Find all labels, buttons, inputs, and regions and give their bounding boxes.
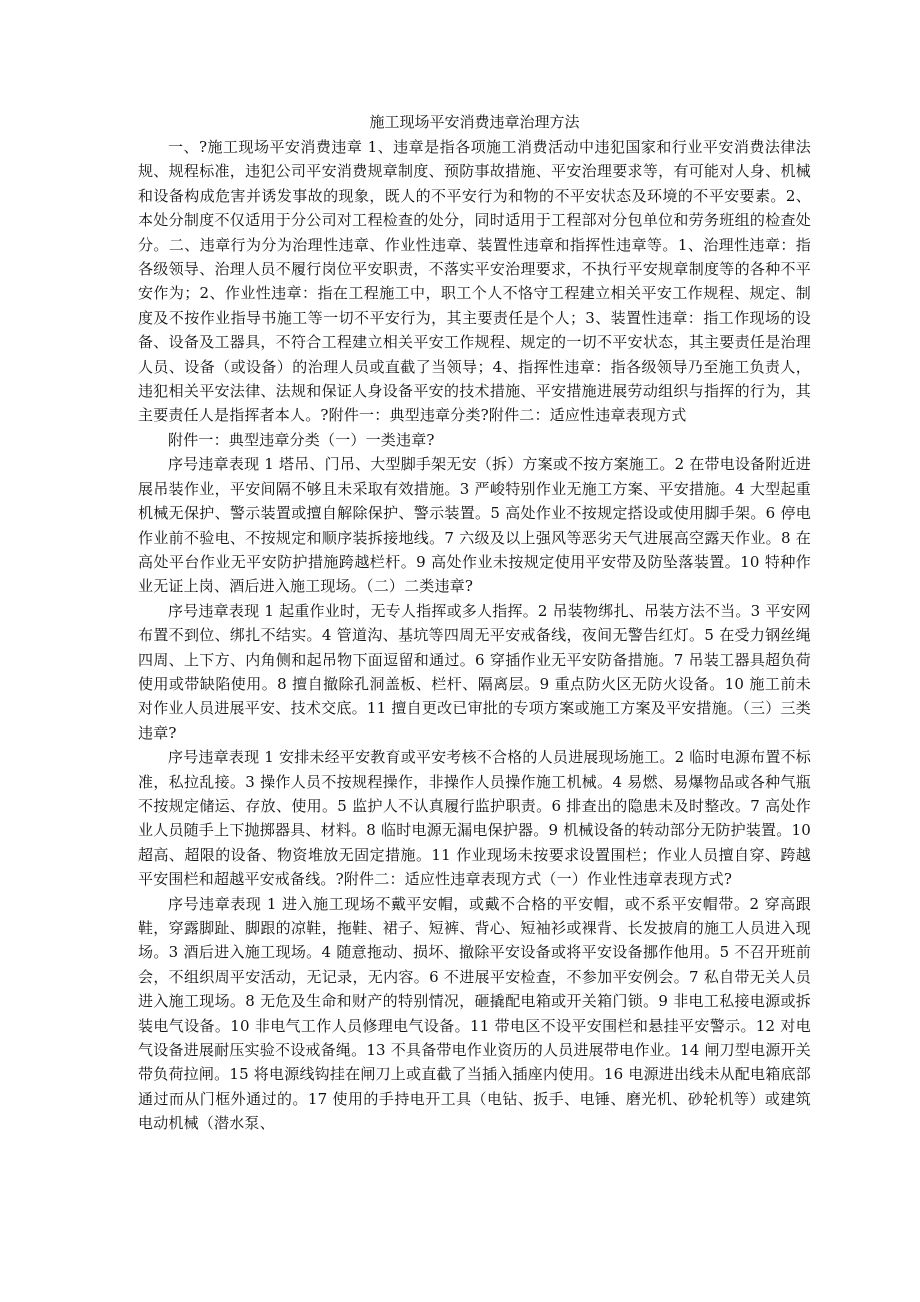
paragraph-class-two-violations: 序号违章表现 1 起重作业时，无专人指挥或多人指挥。2 吊装物绑扎、吊装方法不当。3 平安网布置不到位、绑扎不结实。4 管道沟、基坑等四周无平安戒备线，夜间无警告红灯。5 在受力钢丝绳四周、上下方、内角侧和起吊物下面逗留和通过。6 穿插作业无平安防备措施。7 吊装工器具超负荷使用或带缺陷使用。8 擅自撤除孔洞盖板、栏杆、隔离层。9 重点防火区无防火设备。10 施工前未对作业人员进展平安、技术交底。11 擅自更改已审批的专项方案或施工方案及平安措施。（三）三类违章? xyxy=(138,601,811,742)
paragraph-class-one-violations: 序号违章表现 1 塔吊、门吊、大型脚手架无安（拆）方案或不按方案施工。2 在带电设备附近进展吊装作业，平安间隔不够且未采取有效措施。3 严峻特别作业无施工方案、平安措施。4 大型起重机械无保护、警示装置或擅自解除保护、警示装置。5 高处作业不按规定搭设或使用脚手架。6 停电作业前不验电、不按规定和顺序装拆接地线。7 六级及以上强风等恶劣天气进展高空露天作业。8 在高处平台作业无平安防护措施跨越栏杆。9 高处作业未按规定使用平安带及防坠落装置。10 特种作业无证上岗、酒后进入施工现场。（二）二类违章? xyxy=(138,455,811,596)
paragraph-intro: 一、?施工现场平安消费违章 1、违章是指各项施工消费活动中违犯国家和行业平安消费法律法规、规程标准，违犯公司平安消费规章制度、预防事故措施、平安治理要求等，有可能对人身、机械和设备构成危害并诱发事故的现象，既人的不平安行为和物的不平安状态及环境的不平安要素。2、本处分制度不仅适用于分公司对工程检查的处分，同时适用于工程部对分包单位和劳务班组的检查处分。二、违章行为分为治理性违章、作业性违章、装置性违章和指挥性违章等。1、治理性违章：指各级领导、治理人员不履行岗位平安职责，不落实平安治理要求，不执行平安规章制度等的各种不平安作为；2、作业性违章：指在工程施工中，职工个人不恪守工程建立相关平安工作规程、规定、制度及不按作业指导书施工等一切不平安行为，其主要责任是个人；3、装置性违章：指工作现场的设备、设备及工器具，不符合工程建立相关平安工作规程、规定的一切不平安状态，其主要责任是治理人员、设备（或设备）的治理人员或直截了当领导；4、指挥性违章：指各级领导乃至施工负责人，违犯相关平安法律、法规和保证人身设备平安的技术措施、平安措施进展劳动组织与指挥的行为，其主要责任人是指挥者本人。?附件一：典型违章分类?附件二：适应性违章表现方式 xyxy=(138,138,811,425)
paragraph-appendix-heading: 附件一：典型违章分类（一）一类违章? xyxy=(168,430,435,449)
document-page xyxy=(138,112,811,1136)
document-title: 施工现场平安消费违章治理方法 xyxy=(369,113,580,131)
paragraph-class-three-violations: 序号违章表现 1 安排未经平安教育或平安考核不合格的人员进展现场施工。2 临时电源布置不标准，私拉乱接。3 操作人员不按规程操作，非操作人员操作施工机械。4 易燃、易爆物品或各种气瓶不按规定储运、存放、使用。5 监护人不认真履行监护职责。6 排查出的隐患未及时整改。7 高处作业人员随手上下抛掷器具、材料。8 临时电源无漏电保护器。9 机械设备的转动部分无防护装置。10 超高、超限的设备、物资堆放无固定措施。11 作业现场未按要求设置围栏；作业人员擅自穿、跨越平安围栏和超越平安戒备线。?附件二：适应性违章表现方式（一）作业性违章表现方式? xyxy=(138,748,811,889)
paragraph-operational-violations: 序号违章表现 1 进入施工现场不戴平安帽，或戴不合格的平安帽，或不系平安帽带。2 穿高跟鞋，穿露脚趾、脚跟的凉鞋，拖鞋、裙子、短裤、背心、短袖衫或裸背、长发披肩的施工人员进入现场。3 酒后进入施工现场。4 随意拖动、损坏、撤除平安设备或将平安设备挪作他用。5 不召开班前会，不组织周平安活动，无记录，无内容。6 不进展平安检查，不参加平安例会。7 私自带无关人员进入施工现场。8 无危及生命和财产的特别情况，砸撬配电箱或开关箱门锁。9 非电工私接电源或拆装电气设备。10 非电气工作人员修理电气设备。11 带电区不设平安围栏和悬挂平安警示。12 对电气设备进展耐压实验不设戒备绳。13 不具备带电作业资历的人员进展带电作业。14 闸刀型电源开关带负荷拉闸。15 将电源线钩挂在闸刀上或直截了当插入插座内使用。16 电源进出线未从配电箱底部通过而从门框外通过的。17 使用的手持电开工具（电钻、扳手、电锤、磨光机、砂轮机等）或建筑电动机械（潜水泵、 xyxy=(138,894,811,1133)
